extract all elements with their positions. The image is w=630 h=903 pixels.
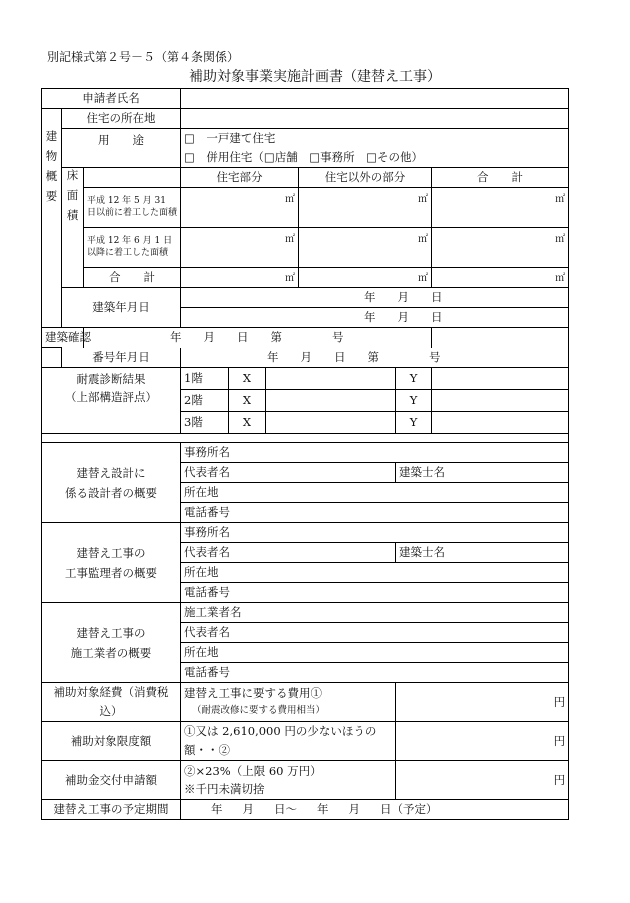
usage-label: 用 途 [62,129,181,168]
seismic-y-label: Y [396,368,432,390]
supervisor-office-field[interactable]: 事務所名 [181,523,569,543]
area-sum-residential[interactable]: ㎡ [181,268,299,288]
seismic-y-label: Y [396,390,432,412]
supervisor-architect-field[interactable]: 建築士名 [396,543,569,563]
seismic-x-2[interactable] [266,390,396,412]
confirm-label-2: 番号年月日 [62,348,181,368]
eligible-cost-amount[interactable]: 円 [396,683,569,722]
confirm-label-1: 建築確認 [42,328,84,348]
designer-office-field[interactable]: 事務所名 [181,443,569,463]
applicant-name-label: 申請者氏名 [42,89,181,109]
plan-form-table [41,88,569,820]
seismic-y-2[interactable] [432,390,569,412]
designer-address-field[interactable]: 所在地 [181,483,569,503]
grant-label: 補助金交付申請額 [42,761,181,800]
confirm-field-2[interactable]: 年 月 日 第 号 [181,348,569,368]
confirm-field-1[interactable]: 年 月 日 第 号 [84,328,432,348]
usage-option-mixed[interactable]: □ 併用住宅（□店舗 □事務所 □その他） [181,148,569,168]
form-number-label: 別記様式第２号－５（第４条関係） [47,50,240,64]
seismic-label: 耐震診断結果 （上部構造評点） [42,368,181,434]
area-before-total[interactable]: ㎡ [432,188,569,228]
document-title: 補助対象事業実施計画書（建替え工事） [189,69,441,85]
floor-area-group: 床 面 積 [62,168,84,288]
area-sum-total[interactable]: ㎡ [432,268,569,288]
seismic-y-label: Y [396,412,432,434]
designer-rep-field[interactable]: 代表者名 [181,463,396,483]
row-sum-label: 合 計 [84,268,181,288]
supervisor-rep-field[interactable]: 代表者名 [181,543,396,563]
seismic-y-1[interactable] [432,368,569,390]
limit-desc: ①又は 2,610,000 円の少ないほうの 額・・② [181,722,396,761]
period-field[interactable]: 年 月 日～ 年 月 日（予定） [181,800,569,820]
seismic-x-3[interactable] [266,412,396,434]
area-before-non-residential[interactable]: ㎡ [299,188,432,228]
designer-phone-field[interactable]: 電話番号 [181,503,569,523]
designer-label: 建替え設計に 係る設計者の概要 [42,443,181,523]
seismic-y-3[interactable] [432,412,569,434]
building-overview-group: 建 物 概 要 [42,109,62,328]
built-date-label: 建築年月日 [62,288,181,328]
col-total: 合 計 [432,168,569,188]
col-non-residential: 住宅以外の部分 [299,168,432,188]
seismic-floor-2: 2階 [181,390,229,412]
area-after-total[interactable]: ㎡ [432,228,569,268]
address-field[interactable] [181,109,569,129]
contractor-company-field[interactable]: 施工業者名 [181,603,569,623]
area-before-residential[interactable]: ㎡ [181,188,299,228]
row-after-label: 平成 12 年 6 月 1 日以降に着工した面積 [84,228,181,268]
built-date-field-2[interactable]: 年 月 日 [181,308,569,328]
seismic-x-1[interactable] [266,368,396,390]
col-residential: 住宅部分 [181,168,299,188]
seismic-x-label: X [229,390,266,412]
eligible-cost-desc: 建替え工事に要する費用① （耐震改修に要する費用相当） [181,683,396,722]
seismic-gap [42,434,569,443]
address-label: 住宅の所在地 [62,109,181,129]
seismic-floor-3: 3階 [181,412,229,434]
area-after-residential[interactable]: ㎡ [181,228,299,268]
built-date-field-1[interactable]: 年 月 日 [181,288,569,308]
floor-area-corner [84,168,181,188]
grant-amount[interactable]: 円 [396,761,569,800]
designer-architect-field[interactable]: 建築士名 [396,463,569,483]
supervisor-label: 建替え工事の 工事監理者の概要 [42,523,181,603]
seismic-floor-1: 1階 [181,368,229,390]
contractor-phone-field[interactable]: 電話番号 [181,663,569,683]
limit-label: 補助対象限度額 [42,722,181,761]
applicant-name-field[interactable] [181,89,569,109]
seismic-x-label: X [229,368,266,390]
area-after-non-residential[interactable]: ㎡ [299,228,432,268]
eligible-cost-label: 補助対象経費（消費税 込） [42,683,181,722]
contractor-rep-field[interactable]: 代表者名 [181,623,569,643]
supervisor-address-field[interactable]: 所在地 [181,563,569,583]
usage-option-detached[interactable]: □ 一戸建て住宅 [181,129,569,149]
contractor-label: 建替え工事の 施工業者の概要 [42,603,181,683]
area-sum-non-residential[interactable]: ㎡ [299,268,432,288]
contractor-address-field[interactable]: 所在地 [181,643,569,663]
grant-desc: ②×23%（上限 60 万円） ※千円未満切捨 [181,761,396,800]
seismic-x-label: X [229,412,266,434]
period-label: 建替え工事の予定期間 [42,800,181,820]
supervisor-phone-field[interactable]: 電話番号 [181,583,569,603]
limit-amount[interactable]: 円 [396,722,569,761]
row-before-label: 平成 12 年 5 月 31 日以前に着工した面積 [84,188,181,228]
